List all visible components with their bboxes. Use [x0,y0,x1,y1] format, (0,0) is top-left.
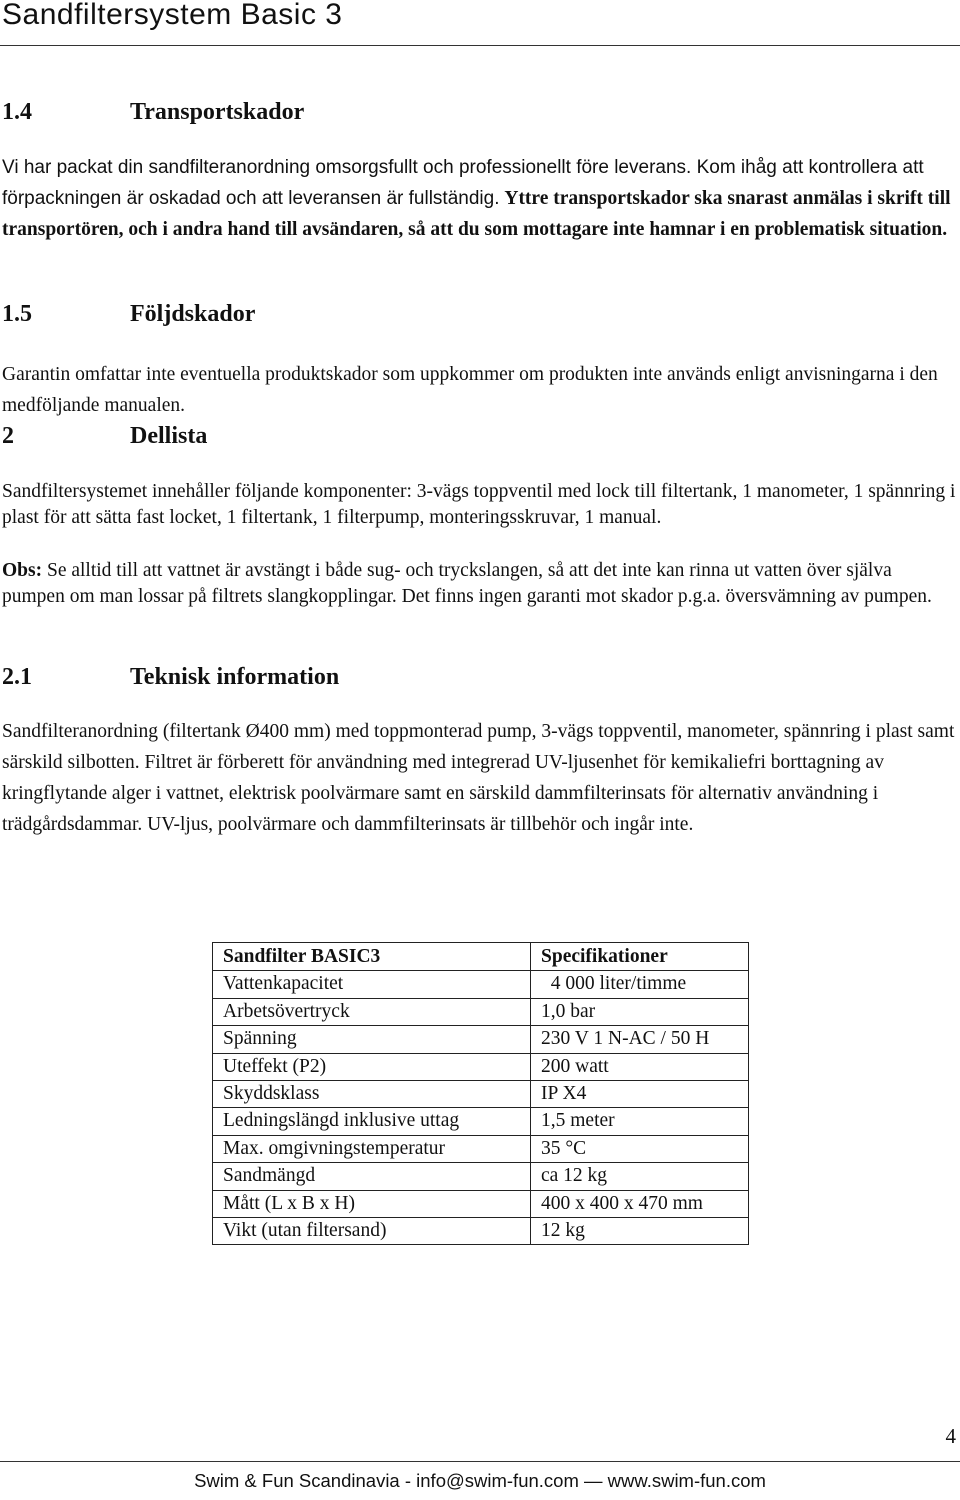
table-cell-value: 35 °C [531,1135,749,1162]
obs-text: Se alltid till att vattnet är avstängt i både sug- och tryckslangen, så att det inte kan rinna ut vatten över själva pumpen om man lossar på filtrets slangkopplingar. Det finns ingen garanti mot skador p.g.a. översvämning av pumpen. [2,560,932,607]
table-row [213,971,749,998]
section-number: 2 [2,423,14,449]
table-row [213,998,749,1025]
table-row [213,1190,749,1217]
section-title: Transportskador [130,99,305,125]
page-number: 4 [945,1424,956,1448]
table-header-row [213,943,749,971]
section-title: Teknisk information [130,664,340,690]
table-row [213,1217,749,1244]
table-cell-label: Sandmängd [213,1163,531,1190]
specification-table [212,942,749,1245]
obs-label: Obs: [2,560,43,581]
section-number: 2.1 [2,664,32,690]
section-2-obs [2,558,957,610]
table-cell-value: 1,5 meter [531,1108,749,1135]
table-cell-value: 1,0 bar [531,998,749,1025]
section-2-body: Sandfiltersystemet innehåller följande komponenter: 3-vägs toppventil med lock till filtertank, 1 manometer, 1 spännring i plast för att sätta fast locket, 1 filtertank, 1 filterpump, monteringsskruvar, 1 manual. [2,481,956,528]
table-header-cell: Specifikationer [531,943,749,971]
table-cell-label: Mått (L x B x H) [213,1190,531,1217]
table-cell-label: Max. omgivningstemperatur [213,1135,531,1162]
section-number: 1.5 [2,301,32,327]
table-cell-label: Spänning [213,1026,531,1053]
table-row [213,1108,749,1135]
table-cell-label: Arbetsövertryck [213,998,531,1025]
section-title: Dellista [130,423,208,449]
title-divider [0,45,960,46]
table-cell-label: Ledningslängd inklusive uttag [213,1108,531,1135]
table-row [213,1163,749,1190]
table-header-cell: Sandfilter BASIC3 [213,943,531,971]
table-row [213,1053,749,1080]
table-cell-value: 12 kg [531,1217,749,1244]
table-cell-value: ca 12 kg [531,1163,749,1190]
table-row [213,1080,749,1107]
section-1-5-body: Garantin omfattar inte eventuella produktskador som uppkommer om produkten inte används enligt anvisningarna i den medföljande manualen. [2,364,938,416]
table-cell-value: 200 watt [531,1053,749,1080]
section-2-1-body: Sandfilteranordning (filtertank Ø400 mm) med toppmonterad pump, 3-vägs toppventil, manometer, spännring i plast samt särskild silbotten. Filtret är förberett för användning med integrerad UV-ljusenhet för kemikaliefri borttagning av kringflytande alger i vattnet, elektrisk poolvärmare samt en särskild dammfilterinsats för alternativ användning i trädgårdsdammar. UV-ljus, poolvärmare och dammfilterinsats är tillbehör och ingår inte. [2,721,955,835]
document-title: Sandfiltersystem Basic 3 [2,0,343,31]
table-cell-value: 230 V 1 N-AC / 50 H [531,1026,749,1053]
page-footer: Swim & Fun Scandinavia - info@swim-fun.com — www.swim-fun.com [194,1470,766,1491]
table-cell-value: IP X4 [531,1080,749,1107]
footer-divider [0,1461,960,1462]
table-cell-value: 4 000 liter/timme [531,971,749,998]
section-title: Följdskador [130,301,256,327]
transport-damage-sentence: Yttre transportskador ska snarast anmälas i skrift till transportören, och i andra hand till avsändaren, så att du som mottagare inte hamnar i en problematisk situation. [2,188,951,240]
table-row [213,1135,749,1162]
table-cell-label: Uteffekt (P2) [213,1053,531,1080]
table-cell-label: Vattenkapacitet [213,971,531,998]
table-cell-label: Skyddsklass [213,1080,531,1107]
section-number: 1.4 [2,99,32,125]
transport-sentence: Vi har packat din sandfilteranordning omsorgsfullt och professionellt före leverans. Kom ihåg att kontrollera att förpackningen är oskadad och att leveransen är fullständig. [2,157,924,209]
table-row [213,1026,749,1053]
table-cell-label: Vikt (utan filtersand) [213,1217,531,1244]
section-1-4-body [2,152,957,245]
table-cell-value: 400 x 400 x 470 mm [531,1190,749,1217]
